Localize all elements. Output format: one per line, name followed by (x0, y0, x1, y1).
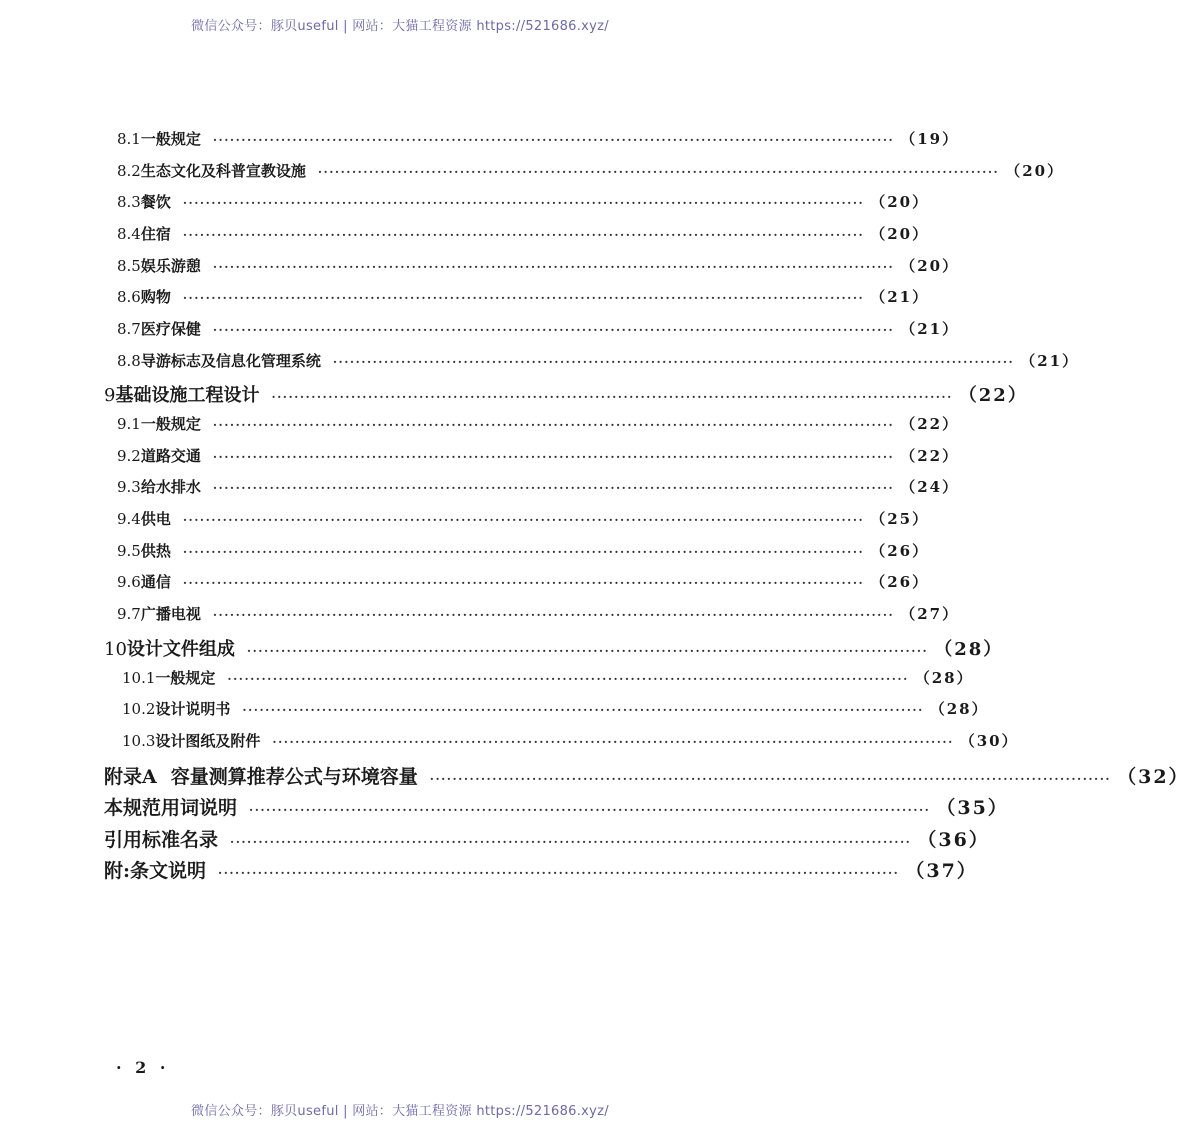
toc-entry-title: 广播电视 (140, 605, 201, 623)
toc-entry-page: （21） (870, 288, 930, 306)
toc-entry[interactable] (117, 318, 960, 346)
toc-entry[interactable] (117, 540, 930, 568)
toc-entry-page: （20） (1005, 162, 1065, 180)
toc-entry-page: （24） (900, 478, 960, 496)
toc-entry-number: 附录A (104, 766, 157, 788)
toc-entry[interactable] (122, 730, 1019, 758)
toc-entry[interactable] (117, 223, 930, 251)
toc-entry[interactable] (122, 698, 989, 726)
toc-entry-page: （32） (1117, 766, 1190, 788)
toc-entry[interactable] (104, 635, 1004, 663)
toc-entry-title: 附:条文说明 (104, 860, 207, 882)
toc-entry[interactable] (104, 762, 1190, 790)
toc-entry-title: 容量测算推荐公式与环境容量 (170, 766, 418, 788)
toc-entry-page: （26） (870, 542, 930, 560)
toc-entry-number: 8.2 (117, 162, 141, 180)
toc-entry-title: 引用标准名录 (104, 829, 219, 851)
toc-entry-page: （22） (958, 385, 1028, 406)
toc-leader-dots: ························································································································ (212, 450, 895, 464)
toc-leader-dots: ························································································································ (332, 355, 1015, 369)
toc-entry-title: 生态文化及科普宣教设施 (140, 162, 306, 180)
toc-entry-title: 医疗保健 (140, 320, 201, 338)
toc-leader-dots: ························································································································ (271, 390, 953, 404)
watermark-bottom: 微信公众号：豚贝useful | 网站：大猫工程资源 https://521686.xyz/ (191, 1104, 609, 1119)
toc-entry-number: 8.7 (117, 320, 141, 338)
toc-leader-dots: ························································································································ (212, 133, 895, 147)
toc-entry-title: 本规范用词说明 (104, 797, 238, 819)
toc-entry-number: 8.6 (117, 288, 141, 306)
toc-entry-number: 9.6 (117, 573, 141, 591)
toc-entry-number: 9.1 (117, 415, 141, 433)
toc-entry-title: 餐饮 (140, 193, 171, 211)
toc-entry-number: 9.4 (117, 510, 141, 528)
toc-entry-page: （21） (900, 320, 960, 338)
toc-entry-title: 一般规定 (140, 415, 201, 433)
toc-entry-number: 9.2 (117, 447, 141, 465)
toc-entry[interactable] (117, 571, 930, 599)
toc-leader-dots: ························································································································ (182, 196, 865, 210)
toc-entry-title: 导游标志及信息化管理系统 (140, 352, 321, 370)
toc-entry-title: 设计图纸及附件 (155, 732, 261, 750)
toc-leader-dots: ························································································································ (212, 608, 895, 622)
toc-leader-dots: ························································································································ (272, 735, 954, 749)
toc-entry-title: 购物 (140, 288, 171, 306)
toc-entry-page: （30） (959, 732, 1019, 750)
toc-entry-page: （20） (870, 225, 930, 243)
toc-entry-page: （20） (900, 257, 960, 275)
toc-entry-number: 10.2 (122, 700, 156, 718)
toc-leader-dots: ························································································································ (182, 576, 865, 590)
toc-leader-dots: ························································································································ (246, 644, 929, 658)
toc-entry-title: 供热 (140, 542, 171, 560)
toc-entry-number: 8.8 (117, 352, 141, 370)
toc-entry[interactable] (117, 255, 960, 283)
toc-entry-number: 10 (104, 639, 127, 660)
toc-entry-page: （35） (936, 797, 1009, 819)
toc-entry[interactable] (104, 381, 1028, 409)
toc-leader-dots: ························································································································ (230, 835, 912, 849)
toc-entry-title: 基础设施工程设计 (115, 385, 260, 406)
toc-entry-number: 9.3 (117, 478, 141, 496)
toc-entry-title: 给水排水 (140, 478, 201, 496)
toc-leader-dots: ························································································································ (317, 165, 1000, 179)
toc-entry-page: （22） (900, 447, 960, 465)
toc-entry-title: 一般规定 (155, 669, 216, 687)
toc-entry[interactable] (117, 413, 960, 441)
toc-entry-title: 设计说明书 (155, 700, 231, 718)
toc-entry-title: 供电 (140, 510, 171, 528)
toc-entry[interactable] (117, 191, 930, 219)
toc-entry-page: （21） (1020, 352, 1080, 370)
toc-entry-number: 8.4 (117, 225, 141, 243)
toc-entry-page: （20） (870, 193, 930, 211)
toc-entry-page: （28） (934, 639, 1004, 660)
toc-leader-dots: ························································································································ (212, 260, 895, 274)
toc-entry-number: 8.3 (117, 193, 141, 211)
toc-leader-dots: ························································································································ (227, 672, 909, 686)
toc-entry-title: 娱乐游憩 (140, 257, 201, 275)
toc-entry[interactable] (117, 350, 1080, 378)
toc-entry[interactable] (117, 128, 960, 156)
toc-entry[interactable] (104, 793, 1009, 821)
toc-leader-dots: ························································································································ (212, 418, 895, 432)
toc-entry-title: 道路交通 (140, 447, 201, 465)
toc-entry-page: （22） (900, 415, 960, 433)
toc-entry-number: 10.1 (122, 669, 156, 687)
toc-leader-dots: ························································································································ (212, 481, 895, 495)
toc-entry[interactable] (104, 825, 990, 853)
toc-entry-number: 8.1 (117, 130, 141, 148)
toc-leader-dots: ························································································································ (429, 772, 1112, 786)
toc-entry[interactable] (122, 667, 974, 695)
toc-entry-number: 9.7 (117, 605, 141, 623)
toc-entry-number: 9 (104, 385, 116, 406)
toc-entry-title: 一般规定 (140, 130, 201, 148)
toc-entry-page: （36） (917, 829, 990, 851)
toc-entry-page: （19） (900, 130, 960, 148)
toc-entry[interactable] (117, 476, 960, 504)
watermark-top: 微信公众号：豚贝useful | 网站：大猫工程资源 https://521686.xyz/ (191, 19, 609, 34)
toc-entry-page: （37） (905, 860, 978, 882)
toc-entry-number: 9.5 (117, 542, 141, 560)
toc-entry-page: （27） (900, 605, 960, 623)
toc-entry[interactable] (117, 445, 960, 473)
toc-entry[interactable] (117, 603, 960, 631)
toc-entry-title: 住宿 (140, 225, 171, 243)
toc-leader-dots: ························································································································ (182, 545, 865, 559)
toc-leader-dots: ························································································································ (182, 513, 865, 527)
toc-leader-dots: ························································································································ (182, 291, 865, 305)
toc-leader-dots: ························································································································ (182, 228, 865, 242)
toc-entry-page: （26） (870, 573, 930, 591)
toc-entry-number: 8.5 (117, 257, 141, 275)
toc-entry[interactable] (117, 286, 930, 314)
toc-leader-dots: ························································································································ (249, 803, 931, 817)
page-number: · 2 · (116, 1058, 170, 1077)
toc-entry-title: 设计文件组成 (126, 639, 235, 660)
toc-entry-page: （28） (929, 700, 989, 718)
toc-entry-title: 通信 (140, 573, 171, 591)
toc-leader-dots: ························································································································ (218, 866, 900, 880)
toc-entry-page: （25） (870, 510, 930, 528)
toc-entry-number: 10.3 (122, 732, 156, 750)
toc-entry-page: （28） (914, 669, 974, 687)
toc-leader-dots: ························································································································ (212, 323, 895, 337)
toc-entry[interactable] (117, 160, 1065, 188)
toc-entry[interactable] (117, 508, 930, 536)
toc-entry[interactable] (104, 856, 978, 884)
toc-leader-dots: ························································································································ (242, 703, 924, 717)
